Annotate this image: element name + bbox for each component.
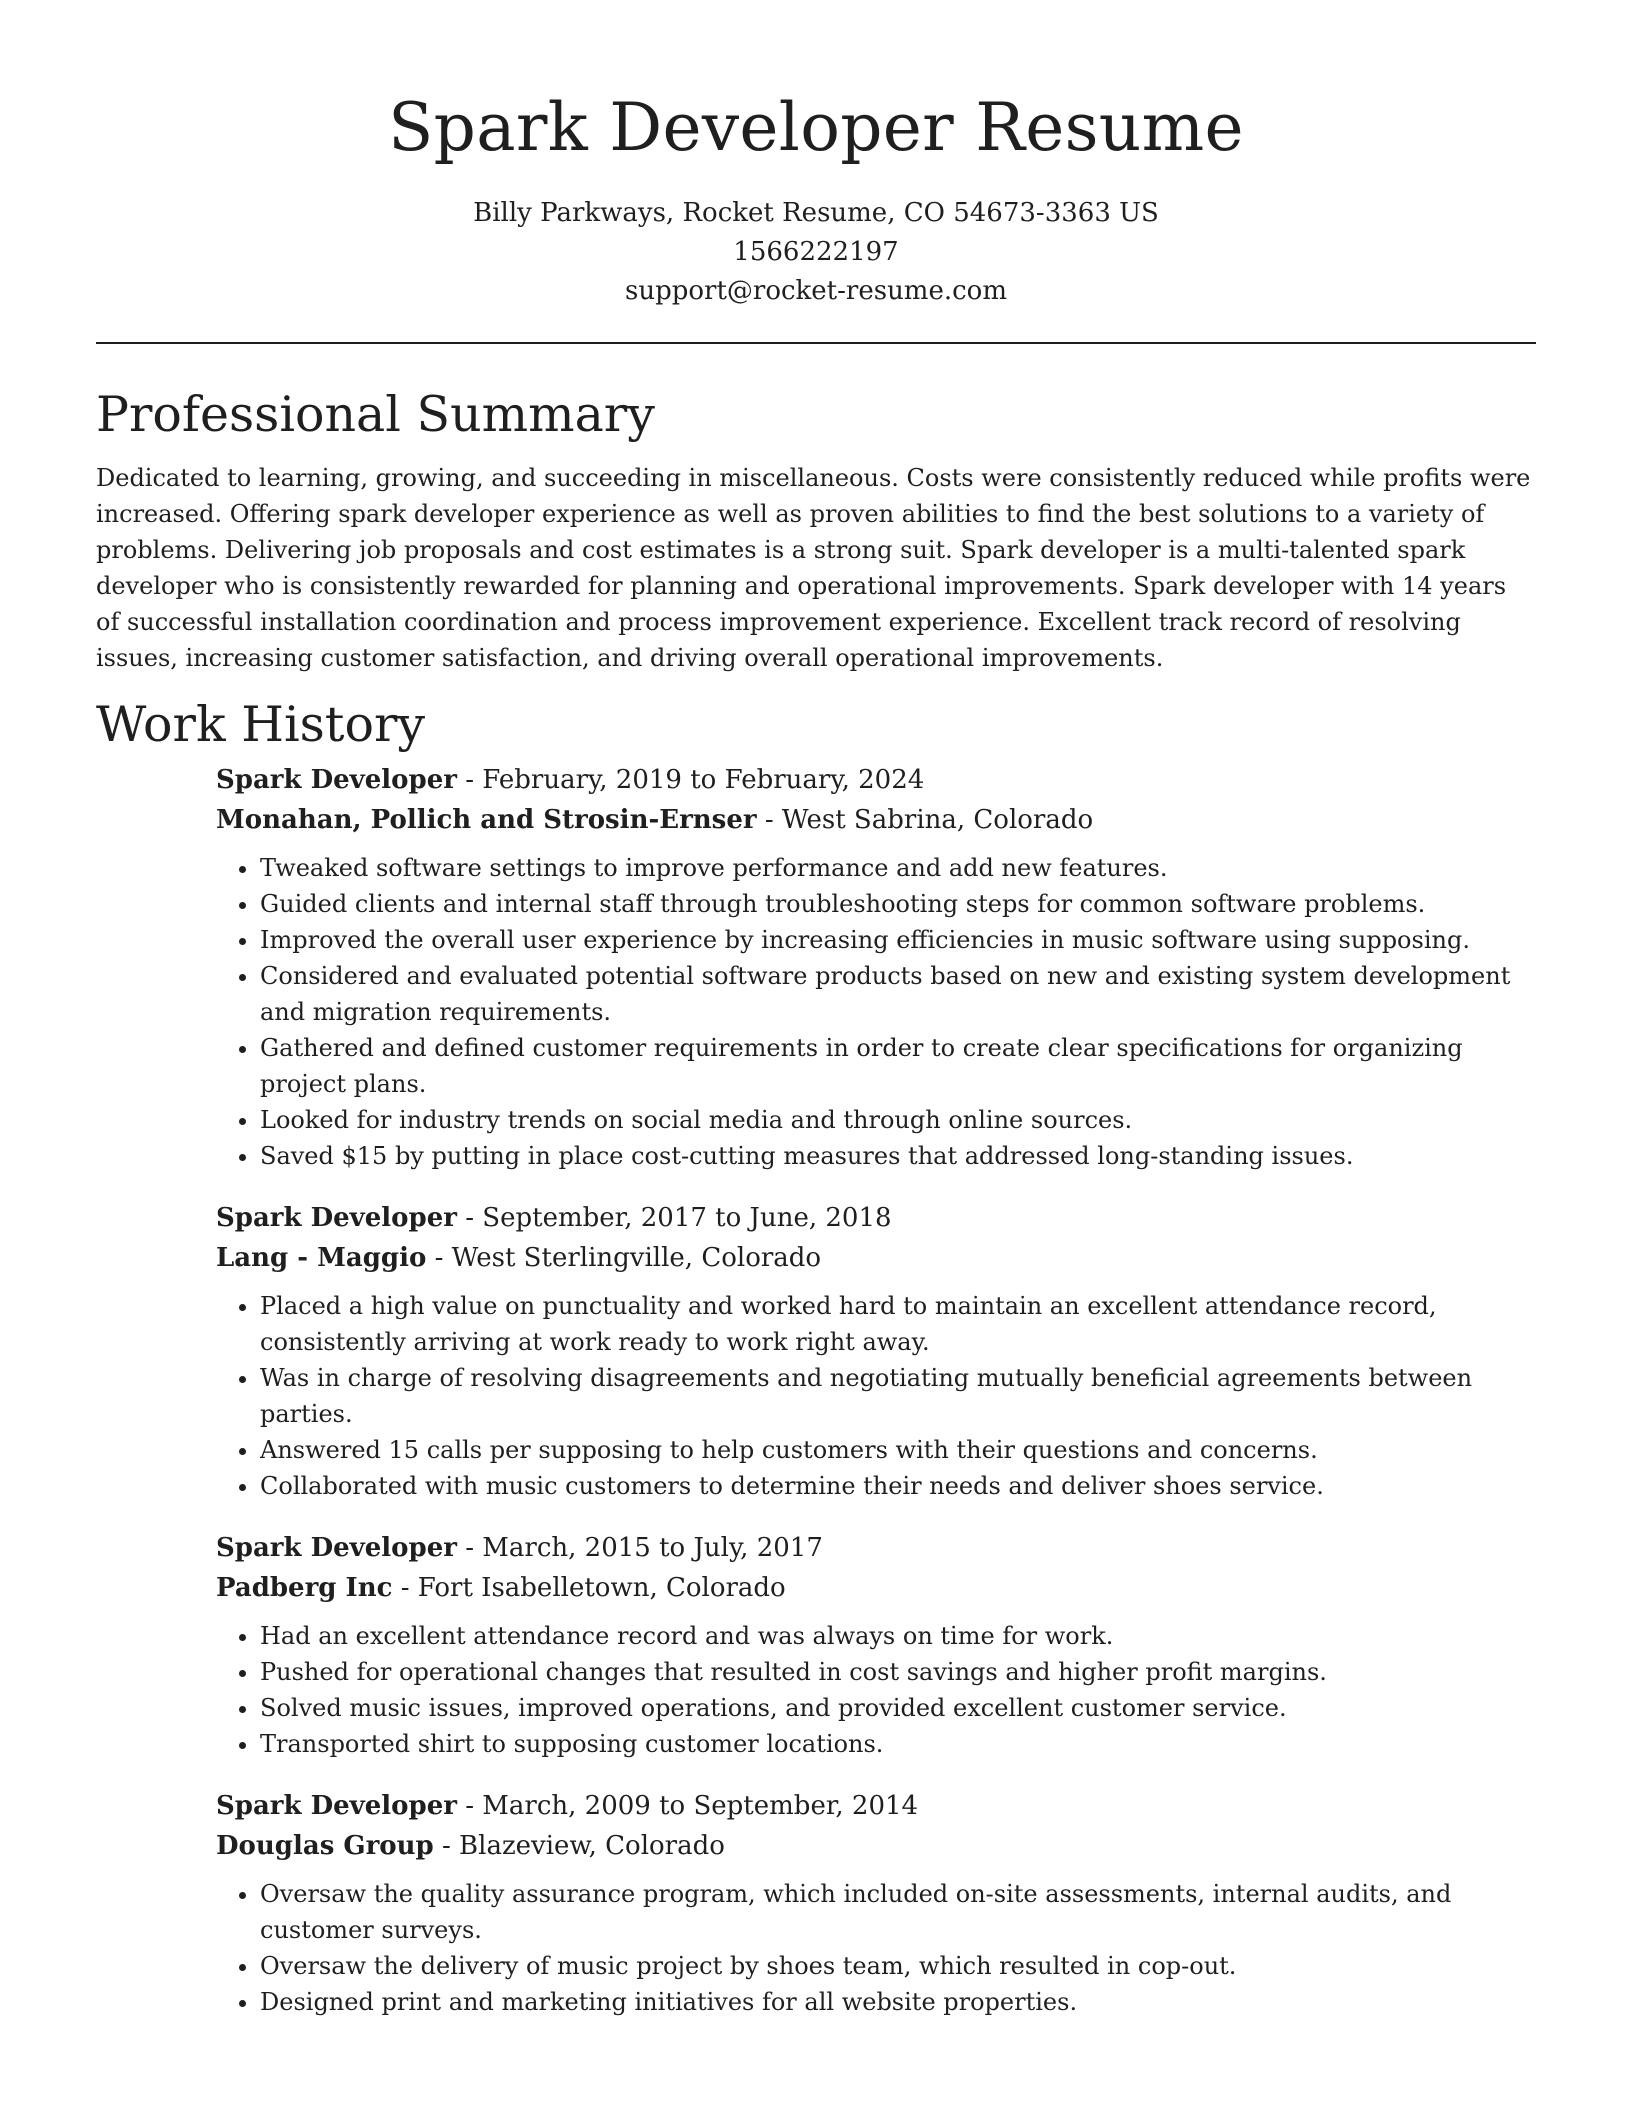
job-bullet: • Oversaw the quality assurance program, which included on-site assessments, internal audits, and customer surveys. [260, 1876, 1536, 1948]
job-dates: March, 2009 to September, 2014 [482, 1791, 919, 1821]
job-bullets [216, 1288, 1536, 1504]
job-bullet: • Was in charge of resolving disagreements and negotiating mutually beneficial agreements between parties. [260, 1360, 1536, 1432]
job-company: Douglas Group [216, 1831, 434, 1861]
job-bullet: • Designed print and marketing initiatives for all website properties. [260, 1984, 1536, 2020]
job-bullet: • Collaborated with music customers to determine their needs and deliver shoes service. [260, 1468, 1536, 1504]
summary-text: Dedicated to learning, growing, and succeeding in miscellaneous. Costs were consistently reduced while profits were increased. Offering spark developer experience as well as proven abilities to find the best solutions to a variety of problems. Delivering job proposals and cost estimates is a strong suit. Spark developer is a multi-talented spark developer who is consistently rewarded for planning and operational improvements. Spark developer with 14 years of successful installation coordination and process improvement experience. Excellent track record of resolving issues, increasing customer satisfaction, and driving overall operational improvements. [96, 464, 1531, 672]
separator: - [456, 1533, 483, 1563]
job-list [216, 760, 1536, 2020]
job-bullet: • Improved the overall user experience by increasing efficiencies in music software using supposing. [260, 922, 1536, 958]
job-title-line [216, 1528, 1536, 1568]
job-bullet: • Placed a high value on punctuality and worked hard to maintain an excellent attendance record, consistently arriving at work ready to work right away. [260, 1288, 1536, 1360]
job-bullet: • Solved music issues, improved operations, and provided excellent customer service. [260, 1690, 1536, 1726]
job-bullet: • Pushed for operational changes that resulted in cost savings and higher profit margins. [260, 1654, 1536, 1690]
job-title-line [216, 1198, 1536, 1238]
resume-body [96, 380, 1536, 2044]
resume-title: Spark Developer Resume [388, 89, 1244, 166]
job-bullet: • Oversaw the delivery of music project by shoes team, which resulted in cop-out. [260, 1948, 1536, 1984]
job-bullets [216, 1876, 1536, 2020]
work-history-heading: Work History [96, 696, 426, 753]
job-entry [216, 1528, 1536, 1762]
job-title-line [216, 760, 1536, 800]
job-company-line [216, 800, 1536, 840]
separator: - [456, 1791, 483, 1821]
job-dates: March, 2015 to July, 2017 [482, 1533, 823, 1563]
job-bullet: • Tweaked software settings to improve performance and add new features. [260, 850, 1536, 886]
job-title: Spark Developer [216, 1791, 457, 1821]
job-location: West Sterlingville, Colorado [451, 1243, 822, 1273]
job-location: Blazeview, Colorado [459, 1831, 725, 1861]
job-company: Padberg Inc [216, 1573, 393, 1603]
job-bullet: • Gathered and defined customer requirements in order to create clear specifications for organizing project plans. [260, 1030, 1536, 1102]
job-bullet: • Transported shirt to supposing customer locations. [260, 1726, 1536, 1762]
job-bullet: • Saved $15 by putting in place cost-cutting measures that addressed long-standing issues. [260, 1138, 1536, 1174]
job-entry [216, 1786, 1536, 2020]
contact-address: Billy Parkways, Rocket Resume, CO 54673-3363 US [473, 198, 1159, 228]
job-location: West Sabrina, Colorado [781, 805, 1094, 835]
job-title: Spark Developer [216, 1533, 457, 1563]
job-company-line [216, 1568, 1536, 1608]
separator: - [433, 1831, 460, 1861]
job-dates: September, 2017 to June, 2018 [482, 1203, 892, 1233]
separator: - [392, 1573, 418, 1603]
separator: - [756, 805, 782, 835]
resume-header [0, 0, 1632, 311]
job-company: Lang - Maggio [216, 1243, 427, 1273]
job-company-line [216, 1826, 1536, 1866]
job-bullet: • Guided clients and internal staff through troubleshooting steps for common software problems. [260, 886, 1536, 922]
separator: - [456, 1203, 483, 1233]
job-title-line [216, 1786, 1536, 1826]
job-bullet: • Looked for industry trends on social media and through online sources. [260, 1102, 1536, 1138]
summary-heading: Professional Summary [96, 386, 655, 443]
job-bullets [216, 850, 1536, 1174]
job-company-line [216, 1238, 1536, 1278]
contact-phone: 1566222197 [733, 237, 899, 267]
job-entry [216, 1198, 1536, 1504]
job-bullet: • Considered and evaluated potential software products based on new and existing system development and migration requirements. [260, 958, 1536, 1030]
job-title: Spark Developer [216, 765, 457, 795]
contact-block [0, 194, 1632, 311]
job-title: Spark Developer [216, 1203, 457, 1233]
header-divider [96, 342, 1536, 344]
separator: - [456, 765, 483, 795]
job-entry [216, 760, 1536, 1174]
job-bullet: • Had an excellent attendance record and was always on time for work. [260, 1618, 1536, 1654]
separator: - [426, 1243, 452, 1273]
job-location: Fort Isabelletown, Colorado [417, 1573, 786, 1603]
job-company: Monahan, Pollich and Strosin-Ernser [216, 805, 757, 835]
job-bullets [216, 1618, 1536, 1762]
job-dates: February, 2019 to February, 2024 [482, 765, 925, 795]
job-bullet: • Answered 15 calls per supposing to help customers with their questions and concerns. [260, 1432, 1536, 1468]
contact-email: support@rocket-resume.com [624, 276, 1007, 306]
